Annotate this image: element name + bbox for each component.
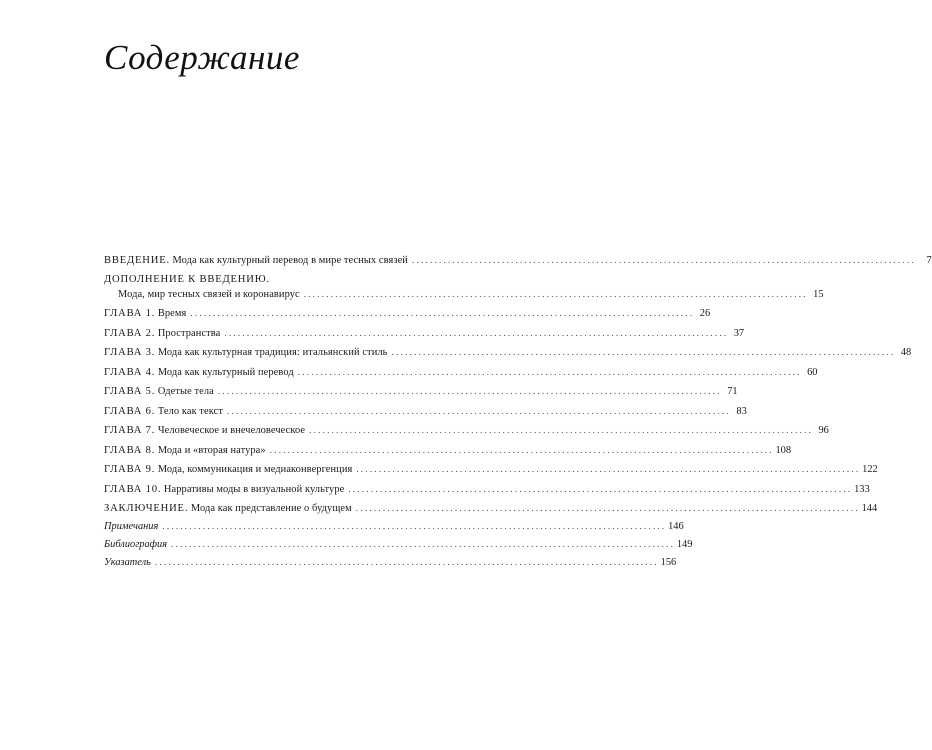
dot-leader	[356, 501, 858, 515]
toc-entry-chapter-8[interactable]	[104, 443, 792, 457]
toc-entry-chapter-6[interactable]	[104, 404, 747, 418]
dot-leader	[356, 462, 858, 476]
toc-page-number: 15	[813, 288, 824, 300]
toc-entry-chapter-9[interactable]	[104, 462, 878, 476]
toc-page-number: 71	[727, 386, 738, 397]
dot-leader	[218, 384, 720, 398]
toc-entry-prefix: ЗАКЛЮЧЕНИЕ.	[104, 503, 189, 514]
toc-entry-notes[interactable]	[104, 519, 684, 533]
toc-page-number: 122	[862, 464, 878, 475]
toc-entry-prefix: ГЛАВА 3.	[104, 347, 156, 358]
toc-page-number: 146	[668, 521, 684, 532]
dot-leader	[270, 443, 772, 457]
toc-entry-prefix: ГЛАВА 9.	[104, 464, 156, 475]
toc-page-number: 96	[818, 425, 829, 436]
toc-entry-prefix: ГЛАВА 2.	[104, 327, 156, 339]
toc-page-number: 156	[660, 557, 677, 568]
dot-leader	[190, 306, 692, 320]
toc-entry-chapter-5[interactable]	[104, 384, 738, 398]
toc-entry-prefix: ГЛАВА 10.	[104, 483, 162, 495]
toc-entry-title: Примечания	[104, 521, 159, 532]
toc-entry-title: Библиография	[104, 539, 168, 550]
toc-page-number: 144	[861, 503, 878, 514]
toc-entry-index[interactable]	[104, 555, 677, 569]
dot-leader	[309, 423, 811, 437]
toc-entry-prefix: ГЛАВА 7.	[104, 425, 156, 436]
toc-entry-title: Мода, мир тесных связей и коронавирус	[118, 288, 300, 300]
dot-leader	[298, 365, 800, 379]
dot-leader	[391, 345, 893, 359]
toc-entry-chapter-1[interactable]	[104, 306, 711, 320]
toc-entry-title: Указатель	[104, 557, 151, 568]
toc-page-number: 133	[854, 483, 870, 495]
toc-entry-introduction[interactable]	[104, 253, 932, 267]
toc-page-number: 108	[775, 444, 792, 456]
toc-entry-chapter-7[interactable]	[104, 423, 829, 437]
toc-entry-chapter-2[interactable]	[104, 326, 745, 340]
toc-page-number: 83	[736, 405, 747, 417]
toc-page-number: 48	[900, 347, 912, 358]
toc-entry-title: Мода как культурный перевод	[157, 366, 294, 378]
toc-page-number: 37	[733, 327, 745, 339]
dot-leader	[304, 287, 806, 301]
toc-entry-prefix: ГЛАВА 1.	[104, 308, 156, 319]
toc-entry-title: Мода как представление о будущем	[190, 503, 352, 514]
toc-entry-title: Мода и «вторая натура»	[157, 444, 266, 456]
dot-leader	[224, 326, 726, 340]
dot-leader	[162, 519, 664, 533]
dot-leader	[227, 404, 729, 418]
dot-leader	[171, 537, 673, 551]
toc-entry-title: Нарративы моды в визуальной культуре	[163, 483, 345, 495]
toc-entry-addendum[interactable]	[104, 273, 824, 301]
toc-entry-bibliography[interactable]	[104, 537, 693, 551]
toc-entry-title: Мода как культурная традиция: итальянский стиль	[157, 347, 388, 358]
dot-leader	[348, 482, 850, 496]
toc-page-number: 26	[699, 308, 711, 319]
toc-entry-prefix: ВВЕДЕНИЕ.	[104, 255, 170, 266]
toc-entry-prefix: ГЛАВА 4.	[104, 366, 156, 378]
toc-entry-title: Пространства	[157, 327, 221, 339]
toc-entry-title: Одетые тела	[157, 386, 214, 397]
toc-entry-title: Тело как текст	[157, 405, 224, 417]
toc-entry-prefix: ДОПОЛНЕНИЕ К ВВЕДЕНИЮ.	[104, 273, 270, 285]
toc-entry-prefix: ГЛАВА 5.	[104, 386, 156, 397]
toc-entry-chapter-10[interactable]	[104, 482, 870, 496]
table-of-contents	[104, 253, 932, 573]
dot-leader	[412, 253, 914, 267]
toc-entry-chapter-3[interactable]	[104, 345, 912, 359]
toc-entry-prefix: ГЛАВА 6.	[104, 405, 156, 417]
toc-entry-chapter-4[interactable]	[104, 365, 818, 379]
dot-leader	[155, 555, 657, 569]
toc-entry-title: Мода, коммуникация и медиаконвергенция	[157, 464, 353, 475]
toc-page-number: 60	[807, 366, 818, 378]
toc-entry-title: Время	[157, 308, 187, 319]
toc-entry-title: Человеческое и внечеловеческое	[157, 425, 306, 436]
toc-page-number: 149	[676, 539, 693, 550]
toc-entry-title: Мода как культурный перевод в мире тесных связей	[172, 255, 408, 266]
toc-entry-prefix: ГЛАВА 8.	[104, 444, 156, 456]
toc-page-number: 7	[926, 255, 932, 266]
page-title: Содержание	[104, 38, 300, 77]
toc-entry-conclusion[interactable]	[104, 501, 878, 515]
